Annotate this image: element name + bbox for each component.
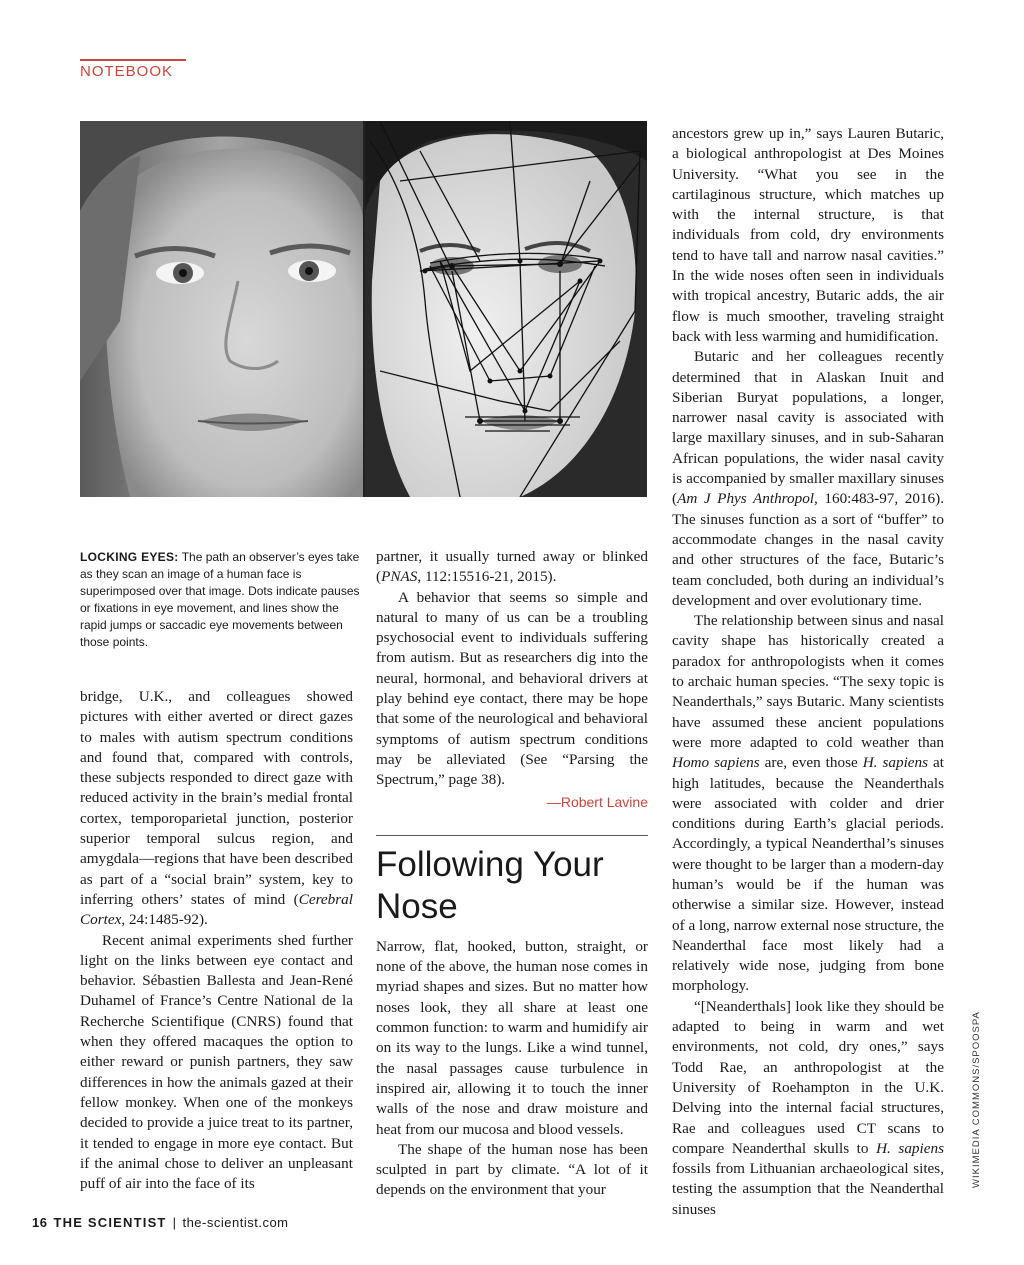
species-name: H. sapiens — [876, 1139, 944, 1157]
paragraph-text: fossils from Lithuanian archaeological sites, testing the assumption that the Neanderthal sinuses — [672, 1160, 944, 1218]
paragraph-text: “[Neanderthals] look like they should be adapted to being in warm and wet environments, not cold, dry ones,” says Todd Rae, an anthropologist at the University of Roehampton in the U.K. Delving into the internal facial structures, Rae and colleagues used CT scans to compare Neanderthal skulls to — [672, 997, 944, 1157]
footer-separator: | — [172, 1215, 177, 1230]
paragraph-text: are, even those — [759, 754, 863, 772]
paragraph — [672, 997, 944, 1220]
section-rule — [80, 59, 186, 61]
page-footer — [32, 1215, 289, 1230]
paragraph — [672, 347, 944, 611]
paragraph-text: The relationship between sinus and nasal cavity shape has historically created a paradox for anthropologists when it comes to archaic human species. “The sexy topic is Neanderthals,” says Butaric. Many scientists have assumed these ancient populations were more adapted to cold weather than — [672, 612, 944, 751]
text-column-3 — [672, 124, 944, 1220]
paragraph: Narrow, flat, hooked, button, straight, or none of the above, the human nose comes in myriad shapes and sizes. But no matter how noses look, they all share at least one common function: to warm and humidify air on its way to the lungs. Like a wind tunnel, the nasal passages cause turbulence in inspired air, allowing it to touch the inner walls of the nose and draw moisture and heat from our mucosa and blood vessels. — [376, 937, 648, 1138]
face-photo-illustration — [80, 121, 647, 497]
species-name: Homo sapiens — [672, 754, 760, 772]
paragraph-text: partner, it usually turned away or blinked ( — [376, 548, 648, 586]
paragraph-text: , 24:1485-92). — [121, 911, 208, 929]
paragraph — [376, 547, 648, 588]
magazine-name: THE SCIENTIST — [53, 1215, 167, 1230]
caption-heading: LOCKING EYES: — [80, 550, 179, 564]
paragraph-text: , 112:15516-21, 2015). — [417, 568, 557, 586]
paragraph — [80, 687, 353, 931]
paragraph-text: bridge, U.K., and colleagues showed pictures with either averted or direct gazes to males with autism spectrum conditions and found that, compared with controls, these subjects responded to direct gaze with reduced activity in the brain’s medial frontal cortex, temporoparietal junction, posterior superior temporal sulcus region, and amygdala—regions that have been described as part of a “social brain” system, key to inferring others’ states of mind ( — [80, 688, 353, 908]
journal-citation: PNAS — [381, 568, 418, 586]
journal-citation: Cerebral Cortex — [80, 890, 353, 929]
section-label: NOTEBOOK — [80, 63, 174, 80]
article-headline: Following Your Nose — [376, 844, 604, 926]
paragraph-text: at high latitudes, because the Neanderthals were associated with colder and drier conditions during Earth’s glacial periods. Accordingly, a typical Neanderthal’s sinuses were thought to be larger than a modern-day human’s would be if the human was otherwise a similar size. However, instead of a long, narrow external nose structure, the Neanderthal face most likely had a relatively wide nose, judging from bone morphology. — [672, 754, 945, 995]
journal-citation: Am J Phys Anthropol — [677, 490, 815, 508]
paragraph-text: , 160:483-97, 2016). The sinuses function as a sort of “buffer” to accommodate changes in the nasal cavity and other structures of the face, Butaric’s team concluded, both during an individual’s development and over evolutionary time. — [672, 490, 944, 609]
photo-credit: WIKIMEDIA COMMONS/SPOOSPA — [971, 1011, 982, 1188]
paragraph — [672, 611, 944, 997]
text-column-1 — [80, 687, 353, 1194]
headline-divider — [376, 835, 648, 836]
species-name: H. sapiens — [862, 754, 929, 772]
paragraph: A behavior that seems so simple and natural to many of us can be a troubling psychosocial event to individuals suffering from autism. But as researchers dig into the neural, hormonal, and behavioral drivers at play behind eye contact, there may be hope that some of the neurological and behavioral symptoms of autism spectrum conditions may be alleviated (See “Parsing the Spectrum,” page 38). — [376, 588, 648, 789]
paragraph: ancestors grew up in,” says Lauren Butaric, a biological anthropologist at Des Moines University. “What you see in the cartilaginous structure, which matches up with the internal structure, is that individuals from cold, dry environments tend to have tall and narrow nasal cavities.” In the wide noses often seen in individuals with tropical ancestry, Butaric adds, the air flow is much smoother, traveling straight back with less warming and humidification. — [672, 125, 944, 345]
face-eye-tracking-figure — [80, 121, 647, 497]
author-byline: —Robert Lavine — [546, 793, 648, 810]
paragraph-text: Butaric and her colleagues recently determined that in Alaskan Inuit and Siberian Buryat populations, a longer, narrower nasal cavity is associated with large maxillary sinuses, and in sub-Saharan African populations, the wider nasal cavity is accompanied by smaller maxillary sinuses ( — [672, 348, 944, 508]
paragraph: Recent animal experiments shed further light on the links between eye contact and behavior. Sébastien Ballesta and Jean-René Duhamel of France’s Centre National de la Recherche Scientifique (CNRS) found that when they offered macaques the option to either reward or punish partners, they saw differences in how the animals gazed at their fellow monkey. When one of the monkeys decided to provide a juice treat to its partner, it tended to engage in more eye contact. But if the animal chose to deliver an unpleasant puff of air into the face of its — [80, 931, 353, 1193]
figure-caption — [80, 549, 365, 651]
text-column-2 — [376, 547, 648, 1201]
page-number: 16 — [32, 1215, 48, 1230]
website-url: the-scientist.com — [182, 1215, 289, 1230]
paragraph: The shape of the human nose has been sculpted in part by climate. “A lot of it depends on the environment that your — [376, 1140, 648, 1199]
caption-text: The path an observer’s eyes take as they scan an image of a human face is superimposed over that image. Dots indicate pauses or fixations in eye movement, and lines show the rapid jumps or saccadic eye movements between those points. — [80, 550, 360, 649]
